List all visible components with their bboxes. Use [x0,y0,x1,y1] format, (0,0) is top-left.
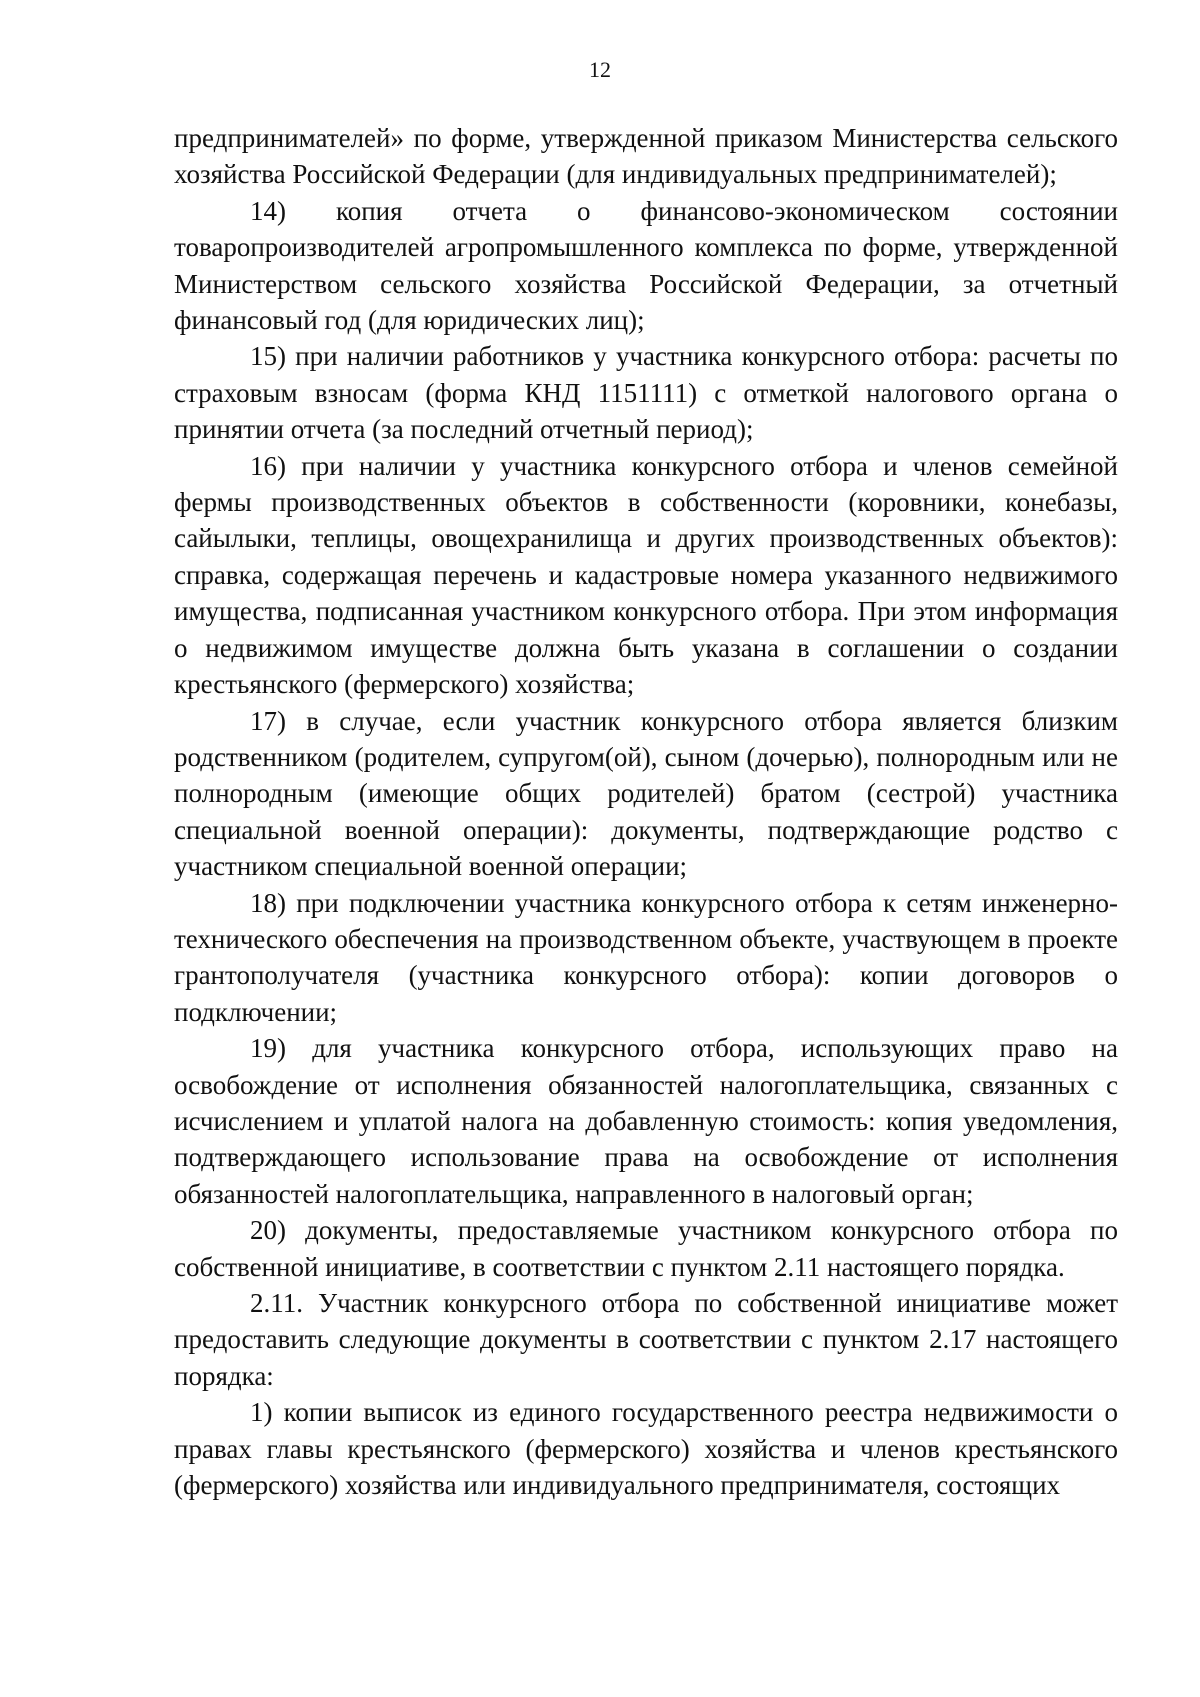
page-number: 12 [589,57,611,82]
list-item-15: 15) при наличии работников у участника конкурсного отбора: расчеты по страховым взносам (форма КНД 1151111) с отметкой налогового органа о принятии отчета (за последний отчетный период); [174,341,1118,445]
list-item-20: 20) документы, предоставляемые участником конкурсного отбора по собственной инициативе, в соответствии с пунктом 2.11 настоящего порядка. [174,1215,1118,1282]
list-item-19: 19) для участника конкурсного отбора, использующих право на освобождение от исполнения обязанностей налогоплательщика, связанных с исчислением и уплатой налога на добавленную стоимость: копия уведомления, подтверждающего использование права на освобождение от исполнения обязанностей налогоплательщика, направленного в налоговый орган; [174,1033,1118,1209]
list-item-17: 17) в случае, если участник конкурсного отбора является близким родственником (родителем, супругом(ой), сыном (дочерью), полнородным или не полнородным (имеющие общих родителей) братом (сестрой) участника специальной военной операции): документы, подтверждающие родство с участником специальной военной операции; [174,705,1118,882]
list-item-16: 16) при наличии у участника конкурсного отбора и членов семейной фермы производственных объектов в собственности (коровники, конебазы, сайылыки, теплицы, овощехранилища и других производственных объектов): справка, содержащая перечень и кадастровые номера указанного недвижимого имущества, подписанная участником конкурсного отбора. При этом информация о недвижимом имуществе должна быть указана в соглашении о создании крестьянского (фермерского) хозяйства; [174,450,1118,700]
list-item-18: 18) при подключении участника конкурсного отбора к сетям инженерно-технического обеспечения на производственном объекте, участвующем в проекте грантополучателя (участника конкурсного отбора): копии договоров о подключении; [174,887,1118,1027]
section-2-11: 2.11. Участник конкурсного отбора по собственной инициативе может предоставить следующие документы в соответствии с пунктом 2.17 настоящего порядка: [174,1288,1118,1391]
paragraph: предпринимателей» по форме, утвержденной приказом Министерства сельского хозяйства Российской Федерации (для индивидуальных предпринимателей); [174,123,1118,190]
list-item-14: 14) копия отчета о финансово-экономическом состоянии товаропроизводителей агропромышленного комплекса по форме, утвержденной Министерством сельского хозяйства Российской Федерации, за отчетный финансовый год (для юридических лиц); [174,195,1118,336]
document-body [174,120,1118,1503]
sublist-item-1: 1) копии выписок из единого государственного реестра недвижимости о правах главы крестьянского (фермерского) хозяйства и членов крестьянского (фермерского) хозяйства или индивидуального предпринимателя, состоящих [174,1397,1118,1501]
